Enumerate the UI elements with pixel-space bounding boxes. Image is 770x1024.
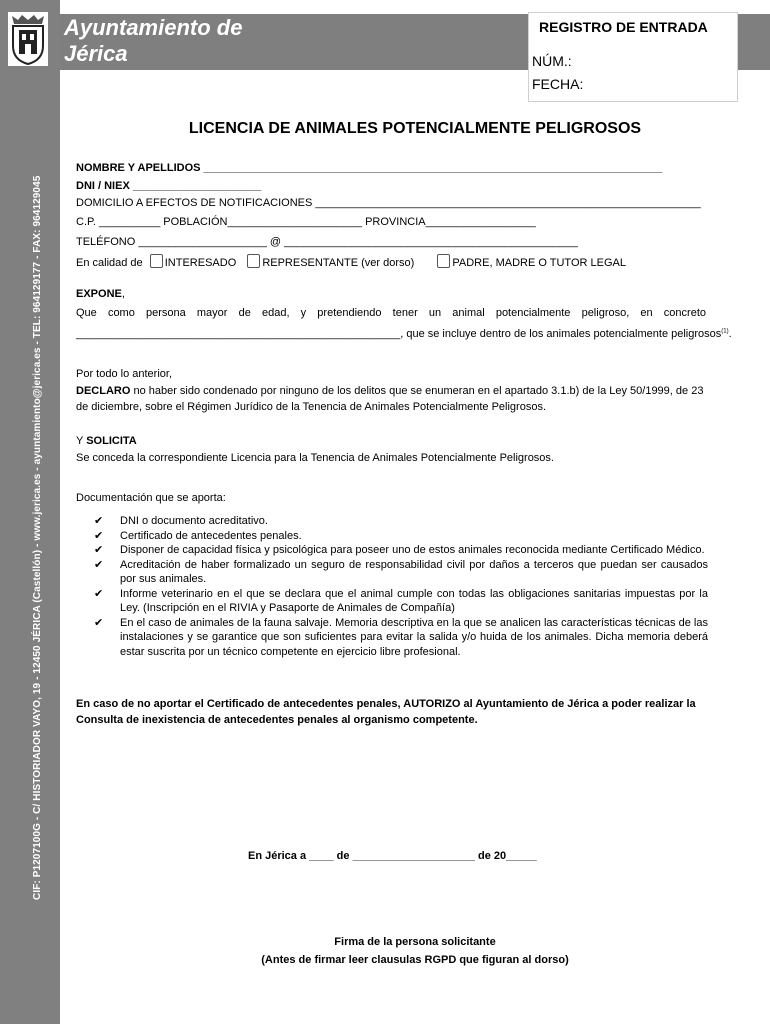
list-item-text: En el caso de animales de la fauna salvaje. Memoria descriptiva en la que se analicen las características técnicas de las instalaciones y se garantice que son suficientes para evitar la salida y/o huida de los animales. Dicha memoria deberá estar suscrita por un técnico competente en ejercicio libre profesional. (120, 616, 708, 658)
expone-line2-end: . (728, 328, 732, 340)
date-place-field[interactable]: En Jérica a ____ de ____________________ de 20_____ (248, 850, 537, 862)
left-sidebar (0, 0, 60, 1024)
declaro-heading: DECLARO (76, 385, 131, 397)
expone-line1: Que como persona mayor de edad, y pretendiendo tener un animal potencialmente peligroso, en concreto (76, 307, 706, 319)
representative-checkbox[interactable] (247, 254, 260, 268)
solicita-heading-row (76, 435, 137, 447)
city-name-line1: Ayuntamiento de (64, 15, 243, 40)
list-item-text: DNI o documento acreditativo. (120, 515, 268, 527)
list-item-text: Acreditación de haber formalizado un seguro de responsabilidad civil por daños a terceros que puedan ser causados por sus animales. (120, 558, 708, 585)
declaro-line1-row (76, 385, 703, 397)
documentation-heading: Documentación que se aporta: (76, 492, 226, 504)
signature-note: (Antes de firmar leer clausulas RGPD que figuran al dorso) (261, 954, 569, 966)
check-icon: ✔ (94, 587, 104, 600)
capacity-row (76, 254, 626, 269)
list-item-text: Certificado de antecedentes penales. (120, 529, 302, 542)
registry-title: REGISTRO DE ENTRADA (539, 19, 708, 35)
city-name-line2: Jérica (64, 41, 128, 66)
name-field[interactable]: NOMBRE Y APELLIDOS ___________________________________________________________________________ (76, 162, 663, 174)
solicita-text: Se conceda la correspondiente Licencia para la Tenencia de Animales Potencialmente Peligrosos. (76, 452, 554, 464)
parent-tutor-label: PADRE, MADRE O TUTOR LEGAL (452, 257, 626, 269)
expone-heading-row: EXPONE, (76, 288, 125, 300)
check-icon: ✔ (94, 616, 104, 629)
list-item (94, 529, 708, 544)
solicita-heading: SOLICITA (86, 435, 137, 447)
check-icon: ✔ (94, 529, 104, 542)
registry-number-label: NÚM.: (532, 53, 572, 69)
phone-email-field[interactable]: TELÉFONO _____________________ @ ________________________________________________ (76, 236, 578, 248)
declaro-intro: Por todo lo anterior, (76, 368, 173, 380)
dni-field[interactable]: DNI / NIEX _____________________ (76, 180, 262, 192)
list-item (94, 514, 708, 529)
declaro-line1: no haber sido condenado por ninguno de los delitos que se enumeran en el apartado 3.1.b) de la Ley 50/1999, de 23 (130, 385, 704, 397)
postal-city-province-field[interactable]: C.P. __________ POBLACIÓN______________________ PROVINCIA__________________ (76, 216, 536, 228)
list-item (94, 558, 708, 587)
list-item-text: Disponer de capacidad física y psicológica para poseer uno de estos animales reconocida mediante Certificado Médico. (120, 544, 705, 556)
city-hall-name (64, 15, 242, 67)
representative-label: REPRESENTANTE (ver dorso) (262, 257, 415, 269)
list-item (94, 616, 708, 660)
address-field[interactable]: DOMICILIO A EFECTOS DE NOTIFICACIONES _______________________________________________________________ (76, 197, 701, 209)
parent-tutor-checkbox[interactable] (437, 254, 450, 268)
check-icon: ✔ (94, 544, 104, 556)
list-item (94, 543, 708, 558)
interested-label: INTERESADO (164, 257, 237, 269)
capacity-label: En calidad de (76, 257, 143, 269)
interested-checkbox[interactable] (150, 254, 163, 268)
footnote-marker: (1) (721, 328, 729, 335)
coat-of-arms-logo (8, 12, 48, 66)
signature-label: Firma de la persona solicitante (334, 936, 496, 948)
registry-date-label: FECHA: (532, 76, 584, 92)
expone-line2: _____________________________________________________, que se incluye dentro de los animales potencialmente peligrosos (76, 328, 722, 340)
document-title: LICENCIA DE ANIMALES POTENCIALMENTE PELIGROSOS (188, 120, 642, 137)
check-icon: ✔ (94, 558, 104, 571)
authorization-line2: Consulta de inexistencia de antecedentes penales al organismo competente. (76, 714, 478, 726)
registry-stamp-box (528, 12, 738, 102)
expone-heading: EXPONE (76, 288, 122, 300)
list-item (94, 587, 708, 616)
authorization-line1: En caso de no aportar el Certificado de antecedentes penales, AUTORIZO al Ayuntamiento de Jérica a poder realizar la (76, 698, 696, 710)
solicita-prefix: Y (76, 435, 87, 447)
expone-line2-row[interactable] (76, 328, 732, 340)
list-item-text: Informe veterinario en el que se declara que el animal cumple con todas las obligaciones sanitarias impuestas por la Ley. (Inscripción en el RIVIA y Pasaporte de Animales de Compañía) (120, 587, 708, 614)
declaro-line2: de diciembre, sobre el Régimen Jurídico de la Tenencia de Animales Potencialmente Peligrosos. (76, 401, 547, 413)
institution-contact-info: CIF: P1207100G - C/ HISTORIADOR VAYO, 19 - 12450 JÉRICA (Castellón) - www.jerica.es - ayuntamiento@jerica.es - TEL: 964129177 - FAX: 964129045 (32, 175, 43, 900)
documentation-list (94, 514, 708, 659)
check-icon: ✔ (94, 515, 104, 527)
